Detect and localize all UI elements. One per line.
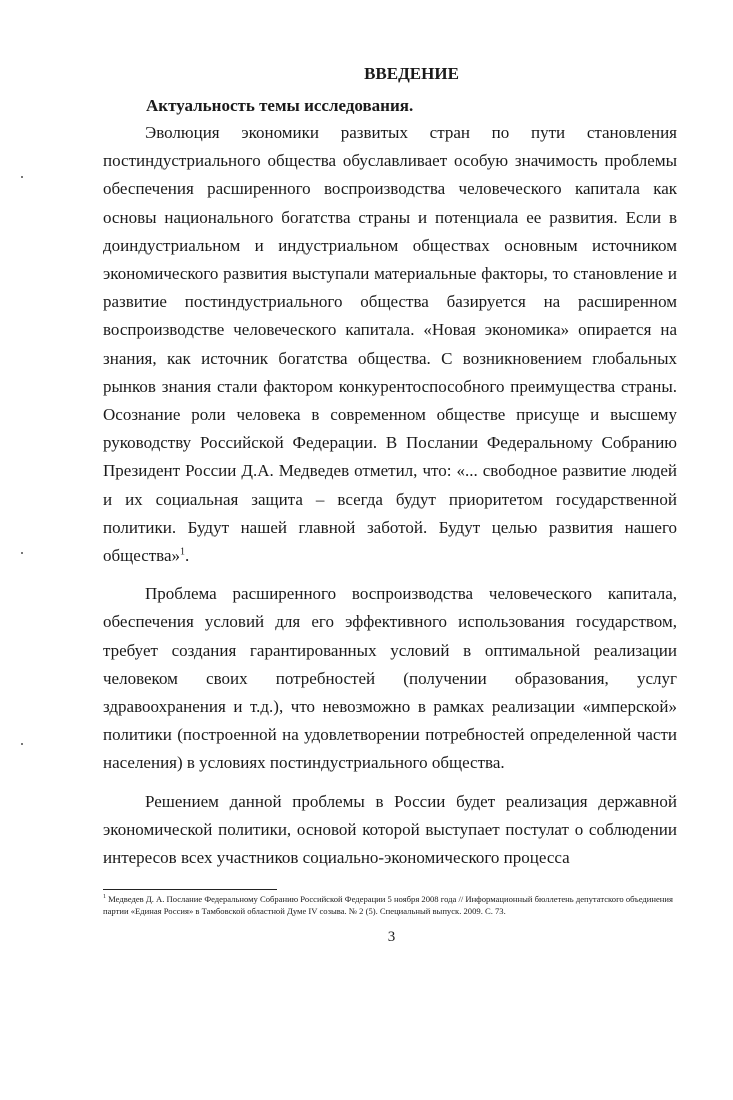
margin-mark — [21, 176, 23, 178]
paragraph — [103, 119, 677, 570]
footnote-reference[interactable]: 1 — [180, 546, 186, 558]
paragraph: Проблема расширенного воспроизводства человеческого капитала, обеспечения условий для его эффективного использования государством, требует создания гарантированных условий в оптимальной реализации человеком своих потребностей (получении образования, услуг здравоохранения и т.д.), что невозможно в рамках реализации «имперской» политики (построенной на удовлетворении потребностей определенной части населения) в условиях постиндустриального общества. — [103, 584, 677, 773]
body-text — [103, 119, 677, 882]
footnote — [103, 894, 677, 917]
margin-mark — [21, 552, 23, 554]
section-subheading: Актуальность темы исследования. — [146, 96, 414, 115]
footnote-marker: 1 — [103, 894, 106, 901]
paragraph-text: Эволюция экономики развитых стран по пути становления постиндустриального общества обуславливает особую значимость проблемы обеспечения расширенного воспроизводства человеческого капитала как основы национального богатства страны и потенциала ее развития. Если в доиндустриальном и индустриальном обществах основным источником экономического развития выступали материальные факторы, то становление и развитие постиндустриального общества базируется на расширенном воспроизводстве человеческого капитала. «Новая экономика» опирается на знания, как источник богатства общества. С возникновением глобальных рынков знания стали фактором конкурентоспособного преимущества страны. Осознание роли человека в современном обществе присуще и высшему руководству Российской Федерации. В Послании Федеральному Собранию Президент России Д.А. Медведев отметил, что: «... свободное развитие людей и их социальная защита – всегда будут приоритетом государственной политики. Будут нашей главной заботой. Будут целью развития нашего общества» — [103, 123, 677, 566]
paragraph-end: . — [185, 546, 190, 566]
page-number: 3 — [387, 929, 396, 945]
footnote-text: Медведев Д. А. Послание Федеральному Собранию Российской Федерации 5 ноября 2008 года // Информационный бюллетень депутатского объединения партии «Единая Россия» в Тамбовской областной Думе IV созыва. № 2 (5). Специальный выпуск. 2009. С. 73. — [103, 894, 673, 916]
page-title: ВВЕДЕНИЕ — [364, 64, 459, 83]
margin-mark — [21, 743, 23, 745]
paragraph: Решением данной проблемы в России будет реализация державной экономической политики, основой которой выступает постулат о соблюдении интересов всех участников социально-экономического процесса — [103, 791, 677, 868]
footnote-divider — [103, 889, 277, 890]
